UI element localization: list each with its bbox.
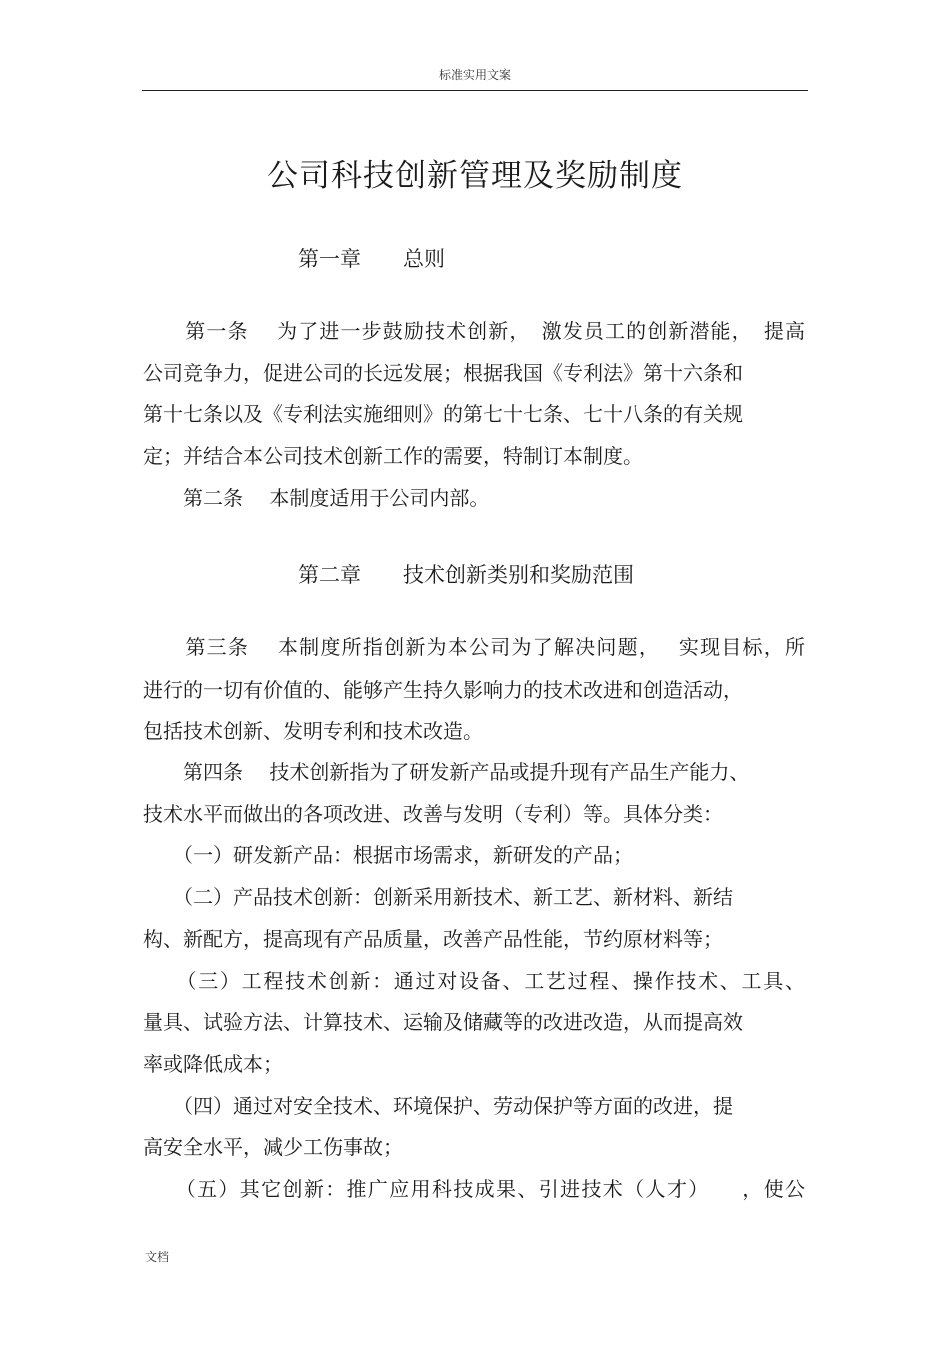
body-line: （三）工程技术创新：通过对设备、工艺过程、操作技术、工具、: [143, 969, 805, 993]
body-line: 定；并结合本公司技术创新工作的需要，特制订本制度。: [143, 444, 643, 468]
body-line: （五）其它创新：推广应用科技成果、引进技术（人才） ，使公: [143, 1177, 805, 1201]
chapter-1-heading: [298, 244, 445, 274]
body-line: （二）产品技术创新：创新采用新技术、新工艺、新材料、新结: [143, 885, 733, 909]
body-line: 第三条 本制度所指创新为本公司为了解决问题， 实现目标，所: [143, 635, 805, 659]
body-line: 包括技术创新、发明专利和技术改造。: [143, 719, 483, 743]
body-line: （四）通过对安全技术、环境保护、劳动保护等方面的改进，提: [143, 1094, 733, 1118]
body-line: 第四条 技术创新指为了研发新产品或提升现有产品生产能力、: [143, 760, 750, 784]
body-line: 第十七条以及《专利法实施细则》的第七十七条、七十八条的有关规: [143, 402, 743, 426]
body-line: 率或降低成本；: [143, 1052, 283, 1076]
body-line: 第一条 为了进一步鼓励技术创新， 激发员工的创新潜能， 提高: [143, 319, 805, 343]
body-line: 进行的一切有价值的、能够产生持久影响力的技术改进和创造活动，: [143, 678, 743, 702]
chapter-2-name: 技术创新类别和奖励范围: [403, 563, 634, 587]
document-title: 公司科技创新管理及奖励制度: [267, 158, 683, 194]
body-line: 技术水平而做出的各项改进、改善与发明（专利）等。具体分类：: [143, 802, 723, 826]
header-rule: [142, 90, 808, 91]
page-header: 标准实用文案: [438, 68, 511, 82]
chapter-2-label: 第二章: [298, 563, 361, 587]
body-line: 构、新配方，提高现有产品质量，改善产品性能，节约原材料等；: [143, 927, 723, 951]
body-line: （一）研发新产品：根据市场需求，新研发的产品；: [143, 843, 633, 867]
chapter-1-name: 总则: [403, 247, 445, 271]
chapter-2-heading: [298, 560, 634, 590]
body-line: 第二条 本制度适用于公司内部。: [143, 486, 490, 510]
page-footer: 文档: [145, 1250, 170, 1264]
body-line: 量具、试验方法、计算技术、运输及储藏等的改进改造，从而提高效: [143, 1010, 743, 1034]
body-line: 高安全水平，减少工伤事故；: [143, 1135, 403, 1159]
body-line: 公司竞争力，促进公司的长远发展；根据我国《专利法》第十六条和: [143, 361, 743, 385]
chapter-1-label: 第一章: [298, 247, 361, 271]
